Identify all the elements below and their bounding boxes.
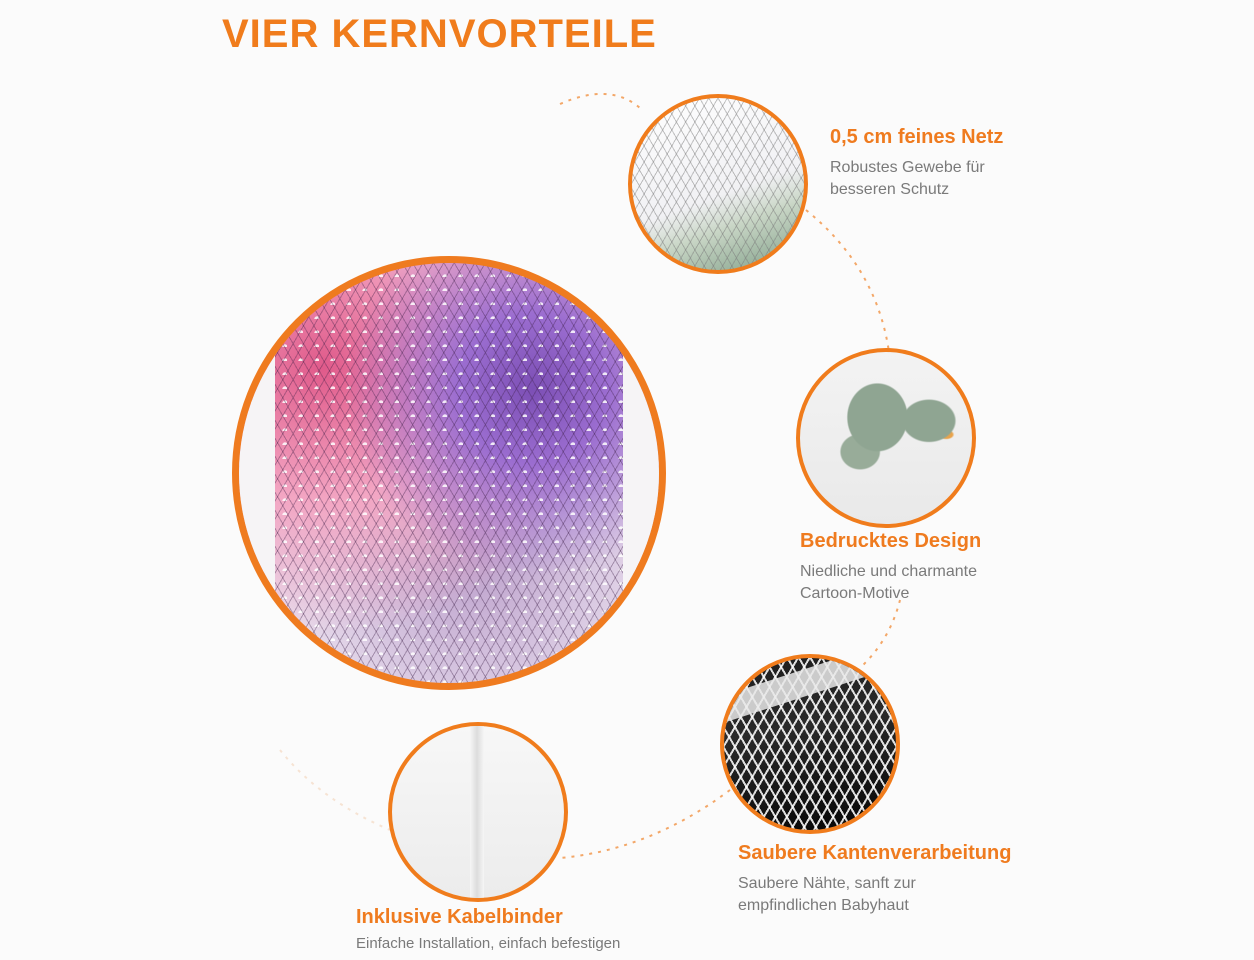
feature-description-line: Saubere Nähte, sanft zur bbox=[738, 875, 916, 892]
feature-description-line: empfindlichen Babyhaut bbox=[738, 897, 909, 914]
feature-heading: 0,5 cm feines Netz bbox=[830, 126, 1004, 148]
mesh-pattern bbox=[239, 263, 659, 683]
feature-description-line: Robustes Gewebe für bbox=[830, 159, 985, 176]
feature-heading: Inklusive Kabelbinder bbox=[356, 906, 563, 928]
feature-heading: Saubere Kantenverarbeitung bbox=[738, 842, 1012, 864]
feature-description-line: Cartoon-Motive bbox=[800, 585, 910, 602]
mesh-bag-closeup-image bbox=[232, 256, 666, 690]
feature-printed-design bbox=[800, 530, 981, 605]
printed-design-image bbox=[796, 348, 976, 528]
cable-tie-image bbox=[388, 722, 568, 902]
feature-cable-ties bbox=[356, 906, 620, 955]
page-title: VIER KERNVORTEILE bbox=[222, 12, 657, 56]
feature-edge-finishing bbox=[738, 842, 1011, 917]
feature-heading: Bedrucktes Design bbox=[800, 530, 982, 552]
feature-fine-mesh bbox=[830, 126, 1003, 201]
feature-description-line: Niedliche und charmante bbox=[800, 563, 977, 580]
feature-description-line: besseren Schutz bbox=[830, 181, 950, 198]
fine-mesh-image bbox=[628, 94, 808, 274]
feature-description-line: Einfache Installation, einfach befestigen bbox=[356, 935, 621, 952]
edge-finishing-image bbox=[720, 654, 900, 834]
